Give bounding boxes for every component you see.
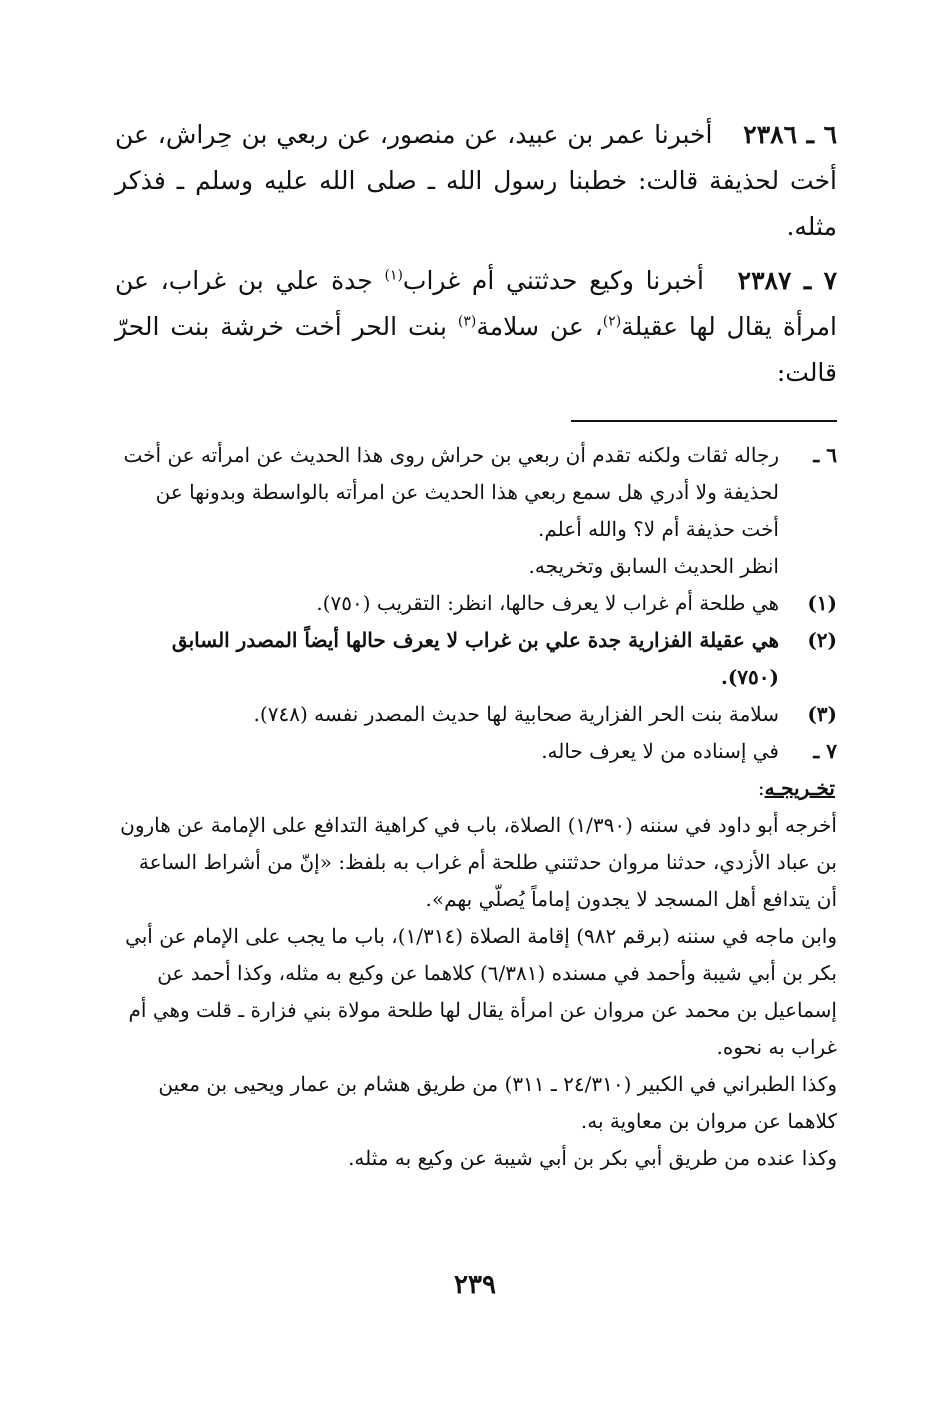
footnote-divider bbox=[571, 420, 837, 422]
note-label: ٧ ـ bbox=[813, 739, 837, 763]
note-7 bbox=[115, 733, 837, 770]
note-6 bbox=[115, 437, 837, 585]
footnote-text: هي عقيلة الفزارية جدة علي بن غراب لا يعرف حالها أيضاً المصدر السابق (٧٥٠). bbox=[171, 628, 779, 689]
page-number: ٢٣٩ bbox=[454, 1270, 496, 1300]
hadith-number: ٦ ـ ٢٣٨٦ bbox=[743, 120, 838, 149]
hadith-text: أخبرنا عمر بن عبيد، عن منصور، عن ربعي بن حِراش، عن أخت لحذيفة قالت: خطبنا رسول الله ـ صلى الله عليه وسلم ـ فذكر مثله. bbox=[115, 120, 837, 241]
takhrij-paragraph: وكذا عنده من طريق أبي بكر بن أبي شيبة عن وكيع به مثله. bbox=[348, 1146, 837, 1170]
footnote-label: (١) bbox=[807, 591, 837, 615]
takhrij-heading: تخـريجـه bbox=[764, 776, 835, 800]
hadith-number: ٧ ـ ٢٣٨٧ bbox=[737, 266, 838, 295]
main-text bbox=[115, 112, 837, 404]
hadith-text: أخبرنا وكيع حدثتني أم غراب bbox=[402, 266, 704, 295]
takhrij-section bbox=[115, 770, 837, 1177]
hadith-text: ، عن سلامة bbox=[476, 312, 603, 341]
takhrij-paragraph: وابن ماجه في سننه (برقم ٩٨٢) إقامة الصلاة (١/٣١٤)، باب ما يجب على الإمام عن أبي بكر بن أبي شيبة وأحمد في مسنده (٦/٣٨١) كلاهما عن وكيع به مثله، وكذا أحمد عن إسماعيل بن محمد عن مروان عن امرأة يقال لها طلحة مولاة بني فزارة ـ قلت وهي أم غراب به نحوه. bbox=[125, 924, 837, 1059]
hadith-text: جدة علي بن غراب، عن امرأة يقال لها عقيلة bbox=[115, 266, 837, 341]
footnote-label: (٣) bbox=[807, 702, 837, 726]
footnote-ref-3[interactable]: (٣) bbox=[457, 313, 477, 330]
footnote-text: هي طلحة أم غراب لا يعرف حالها، انظر: التقريب (٧٥٠). bbox=[316, 591, 779, 615]
footnote-ref-1[interactable]: (١) bbox=[384, 267, 403, 284]
note-text: في إسناده من لا يعرف حاله. bbox=[541, 739, 779, 763]
footnote-3 bbox=[115, 696, 837, 733]
notes-section bbox=[115, 437, 837, 1177]
hadith-text: بنت الحر أخت خرشة بنت الحرّ قالت: bbox=[115, 312, 837, 387]
takhrij-paragraph: وكذا الطبراني في الكبير (٢٤/٣١٠ ـ ٣١١) من طريق هشام بن عمار ويحيى بن معين كلاهما عن مروان بن معاوية به. bbox=[158, 1072, 837, 1133]
footnote-label: (٢) bbox=[807, 628, 837, 652]
note-text: رجاله ثقات ولكنه تقدم أن ربعي بن حراش روى هذا الحديث عن امرأته عن أخت لحذيفة ولا أدري هل سمع ربعي هذا الحديث عن امرأته بالواسطة وبدونها عن أخت حذيفة أم لا؟ والله أعلم. bbox=[123, 443, 779, 541]
takhrij-colon: : bbox=[757, 776, 765, 800]
hadith-2387 bbox=[115, 258, 837, 396]
takhrij-paragraph: أخرجه أبو داود في سننه (١/٣٩٠) الصلاة، باب في كراهية التدافع على الإمامة عن هارون بن عباد الأزدي، حدثنا مروان حدثتني طلحة أم غراب به بلفظ: «إنّ من أشراط الساعة أن يتدافع أهل المسجد لا يجدون إماماً يُصلّي بهم». bbox=[120, 813, 837, 911]
note-label: ٦ ـ bbox=[813, 443, 837, 467]
footnote-text: سلامة بنت الحر الفزارية صحابية لها حديث المصدر نفسه (٧٤٨). bbox=[253, 702, 779, 726]
hadith-2386 bbox=[115, 112, 837, 250]
footnote-ref-2[interactable]: (٢) bbox=[602, 313, 622, 330]
footnote-2 bbox=[115, 622, 837, 696]
note-text: انظر الحديث السابق وتخريجه. bbox=[528, 554, 779, 578]
footnote-1 bbox=[115, 585, 837, 622]
